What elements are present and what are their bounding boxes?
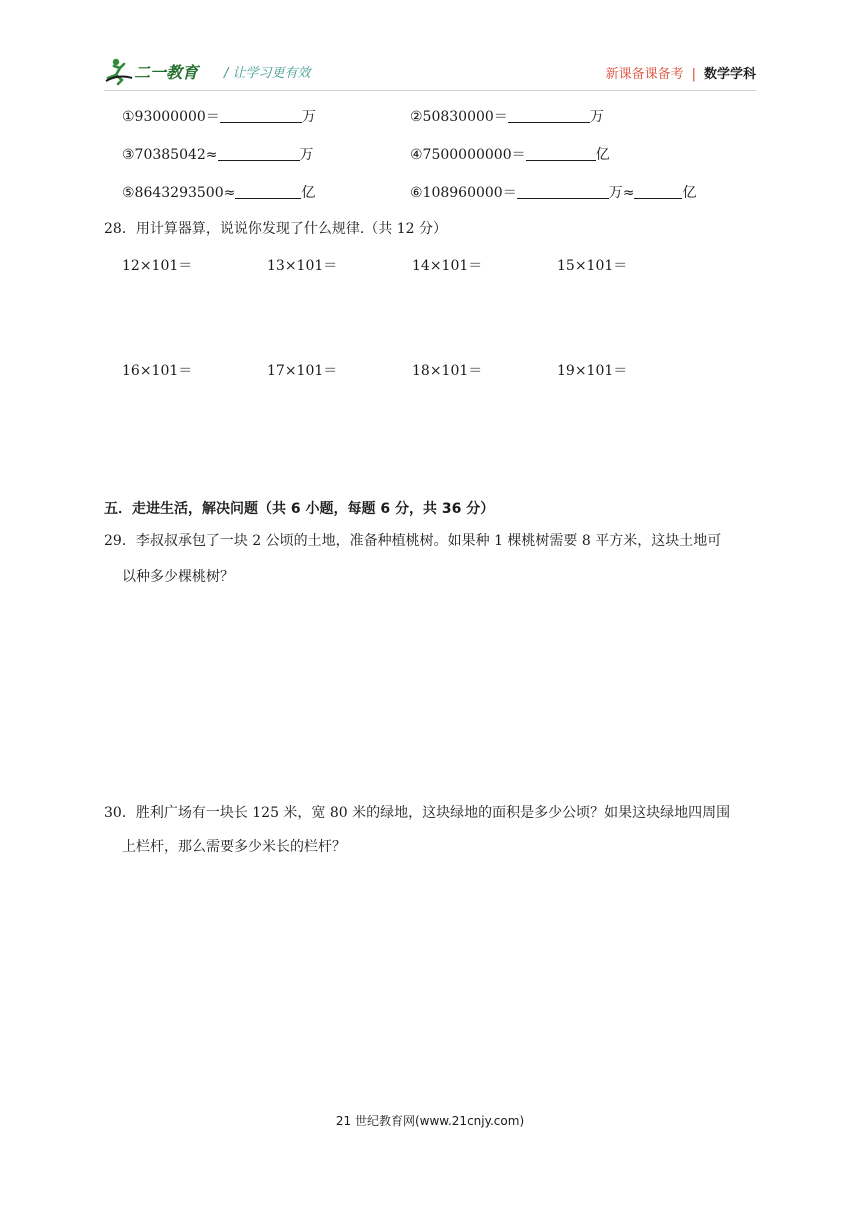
question-30-line-1: 30．胜利广场有一块长 125 米，宽 80 米的绿地，这块绿地的面积是多少公顷？如果这块绿地四周围 bbox=[104, 805, 731, 821]
conversion-unit: 万≈ bbox=[608, 185, 635, 201]
conversion-label: ②50830000＝ bbox=[410, 109, 508, 125]
conversion-unit: 亿 bbox=[682, 185, 697, 201]
logo-text: 二一教育 bbox=[134, 63, 199, 82]
conversion-item-6 bbox=[410, 184, 696, 202]
section-5-title: 五．走进生活，解决问题（共 6 小题，每题 6 分，共 36 分） bbox=[104, 501, 495, 517]
conversion-unit: 万 bbox=[301, 109, 316, 125]
conversion-item-4 bbox=[410, 146, 610, 164]
calc-item: 12×101＝ bbox=[122, 258, 193, 274]
question-29-line-2: 以种多少棵桃树？ bbox=[122, 569, 234, 585]
question-28-title: 28．用计算器算，说说你发现了什么规律.（共 12 分） bbox=[104, 221, 447, 237]
conversion-unit: 万 bbox=[589, 109, 604, 125]
calc-item: 19×101＝ bbox=[557, 363, 628, 379]
conversion-item-2 bbox=[410, 108, 604, 126]
answer-blank[interactable] bbox=[235, 184, 301, 199]
answer-blank[interactable] bbox=[220, 108, 302, 123]
conversion-unit: 万 bbox=[299, 147, 314, 163]
brand-subject: 数学学科 bbox=[703, 67, 756, 82]
brand-course-prep: 新课备课备考 bbox=[605, 67, 684, 82]
conversion-unit: 亿 bbox=[301, 185, 316, 201]
question-29-line-1: 29．李叔叔承包了一块 2 公顷的土地，准备种植桃树。如果种 1 棵桃树需要 8 平方米，这块土地可 bbox=[104, 533, 722, 549]
conversion-item-5 bbox=[122, 184, 315, 202]
conversion-unit: 亿 bbox=[595, 147, 610, 163]
calc-item: 13×101＝ bbox=[267, 258, 338, 274]
answer-blank[interactable] bbox=[218, 146, 300, 161]
running-figure-icon bbox=[106, 59, 132, 84]
slogan: / 让学习更有效 bbox=[224, 66, 311, 81]
calc-item: 18×101＝ bbox=[412, 363, 483, 379]
footer-source: 21 世纪教育网(www.21cnjy.com) bbox=[335, 1114, 525, 1128]
calc-item: 15×101＝ bbox=[557, 258, 628, 274]
brand-separator: | bbox=[691, 67, 696, 82]
conversion-label: ⑥108960000＝ bbox=[410, 185, 517, 201]
calc-item: 14×101＝ bbox=[412, 258, 483, 274]
header-divider bbox=[104, 90, 756, 91]
conversion-label: ①93000000＝ bbox=[122, 109, 220, 125]
conversion-label: ③70385042≈ bbox=[122, 147, 218, 163]
answer-blank[interactable] bbox=[526, 146, 596, 161]
question-30-line-2: 上栏杆，那么需要多少米长的栏杆？ bbox=[122, 839, 346, 855]
answer-blank[interactable] bbox=[508, 108, 590, 123]
conversion-item-1 bbox=[122, 108, 316, 126]
conversion-label: ⑤8643293500≈ bbox=[122, 185, 236, 201]
answer-blank[interactable] bbox=[517, 184, 609, 199]
conversion-item-3 bbox=[122, 146, 314, 164]
calc-item: 16×101＝ bbox=[122, 363, 193, 379]
calc-item: 17×101＝ bbox=[267, 363, 338, 379]
conversion-label: ④7500000000＝ bbox=[410, 147, 526, 163]
answer-blank[interactable] bbox=[634, 184, 682, 199]
header-brand bbox=[606, 63, 756, 82]
logo bbox=[104, 56, 216, 86]
